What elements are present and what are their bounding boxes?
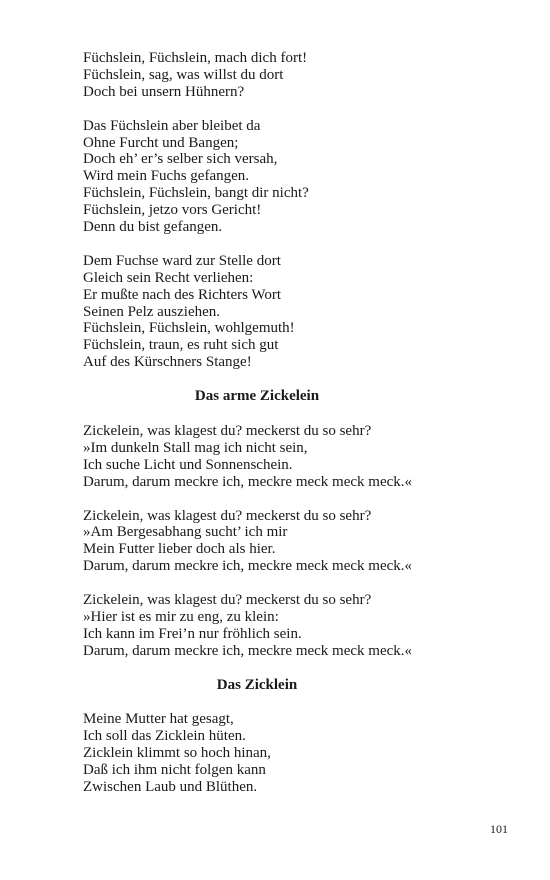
verse-line: Doch bei unsern Hühnern? <box>83 83 245 100</box>
verse-line: Füchslein, Füchslein, bangt dir nicht? <box>83 185 309 202</box>
verse-line: Darum, darum meckre ich, meckre meck meck meck.« <box>83 558 413 575</box>
poem-section <box>83 388 483 660</box>
page-number: 101 <box>490 822 508 836</box>
verse-line: Er mußte nach des Richters Wort <box>83 286 282 303</box>
stanza <box>83 253 483 371</box>
stanza <box>83 50 483 101</box>
verse-line: Füchslein, traun, es ruht sich gut <box>83 337 279 354</box>
verse-line: Ich kann im Frei’n nur fröhlich sein. <box>83 625 302 642</box>
poem-title: Das Zicklein <box>216 676 298 693</box>
verse-line: Füchslein, Füchslein, wohlgemuth! <box>83 320 295 337</box>
verse-line: Mein Futter lieber doch als hier. <box>83 541 276 558</box>
verse-line: Füchslein, sag, was willst du dort <box>83 66 284 83</box>
verse-line: Seinen Pelz ausziehen. <box>83 303 221 320</box>
verse-line: Ich suche Licht und Sonnenschein. <box>83 456 293 473</box>
stanza <box>83 592 483 660</box>
poem-title: Das arme Zickelein <box>194 388 320 405</box>
poem-text-column <box>83 50 483 813</box>
stanza <box>83 423 483 491</box>
poem-section <box>83 677 483 796</box>
verse-line: Doch eh’ er’s selber sich versah, <box>83 151 278 168</box>
verse-line: Ich soll das Zicklein hüten. <box>83 728 246 745</box>
verse-line: »Am Bergesabhang sucht’ ich mir <box>83 524 288 541</box>
verse-line: Zickelein, was klagest du? meckerst du so sehr? <box>83 422 372 439</box>
verse-line: Daß ich ihm nicht folgen kann <box>83 762 266 779</box>
poem-section <box>83 50 483 371</box>
stanza <box>83 508 483 576</box>
verse-line: Auf des Kürschners Stange! <box>83 354 252 371</box>
verse-line: Zwischen Laub und Blüthen. <box>83 779 258 796</box>
verse-line: Wird mein Fuchs gefangen. <box>83 168 250 185</box>
verse-line: Ohne Furcht und Bangen; <box>83 134 239 151</box>
verse-line: Dem Fuchse ward zur Stelle dort <box>83 252 281 269</box>
verse-line: Denn du bist gefangen. <box>83 219 223 236</box>
verse-line: Darum, darum meckre ich, meckre meck meck meck.« <box>83 473 413 490</box>
verse-line: Füchslein, jetzo vors Gericht! <box>83 202 262 219</box>
stanza <box>83 118 483 236</box>
verse-line: Füchslein, Füchslein, mach dich fort! <box>83 50 308 66</box>
verse-line: Zickelein, was klagest du? meckerst du so sehr? <box>83 592 372 609</box>
verse-line: Zicklein klimmt so hoch hinan, <box>83 745 271 762</box>
verse-line: Meine Mutter hat gesagt, <box>83 711 234 728</box>
verse-line: Darum, darum meckre ich, meckre meck meck meck.« <box>83 642 413 659</box>
verse-line: »Im dunkeln Stall mag ich nicht sein, <box>83 439 308 456</box>
verse-line: Gleich sein Recht verliehen: <box>83 269 254 286</box>
verse-line: Zickelein, was klagest du? meckerst du so sehr? <box>83 507 372 524</box>
verse-line: »Hier ist es mir zu eng, zu klein: <box>83 608 279 625</box>
stanza <box>83 711 483 796</box>
verse-line: Das Füchslein aber bleibet da <box>83 117 261 134</box>
